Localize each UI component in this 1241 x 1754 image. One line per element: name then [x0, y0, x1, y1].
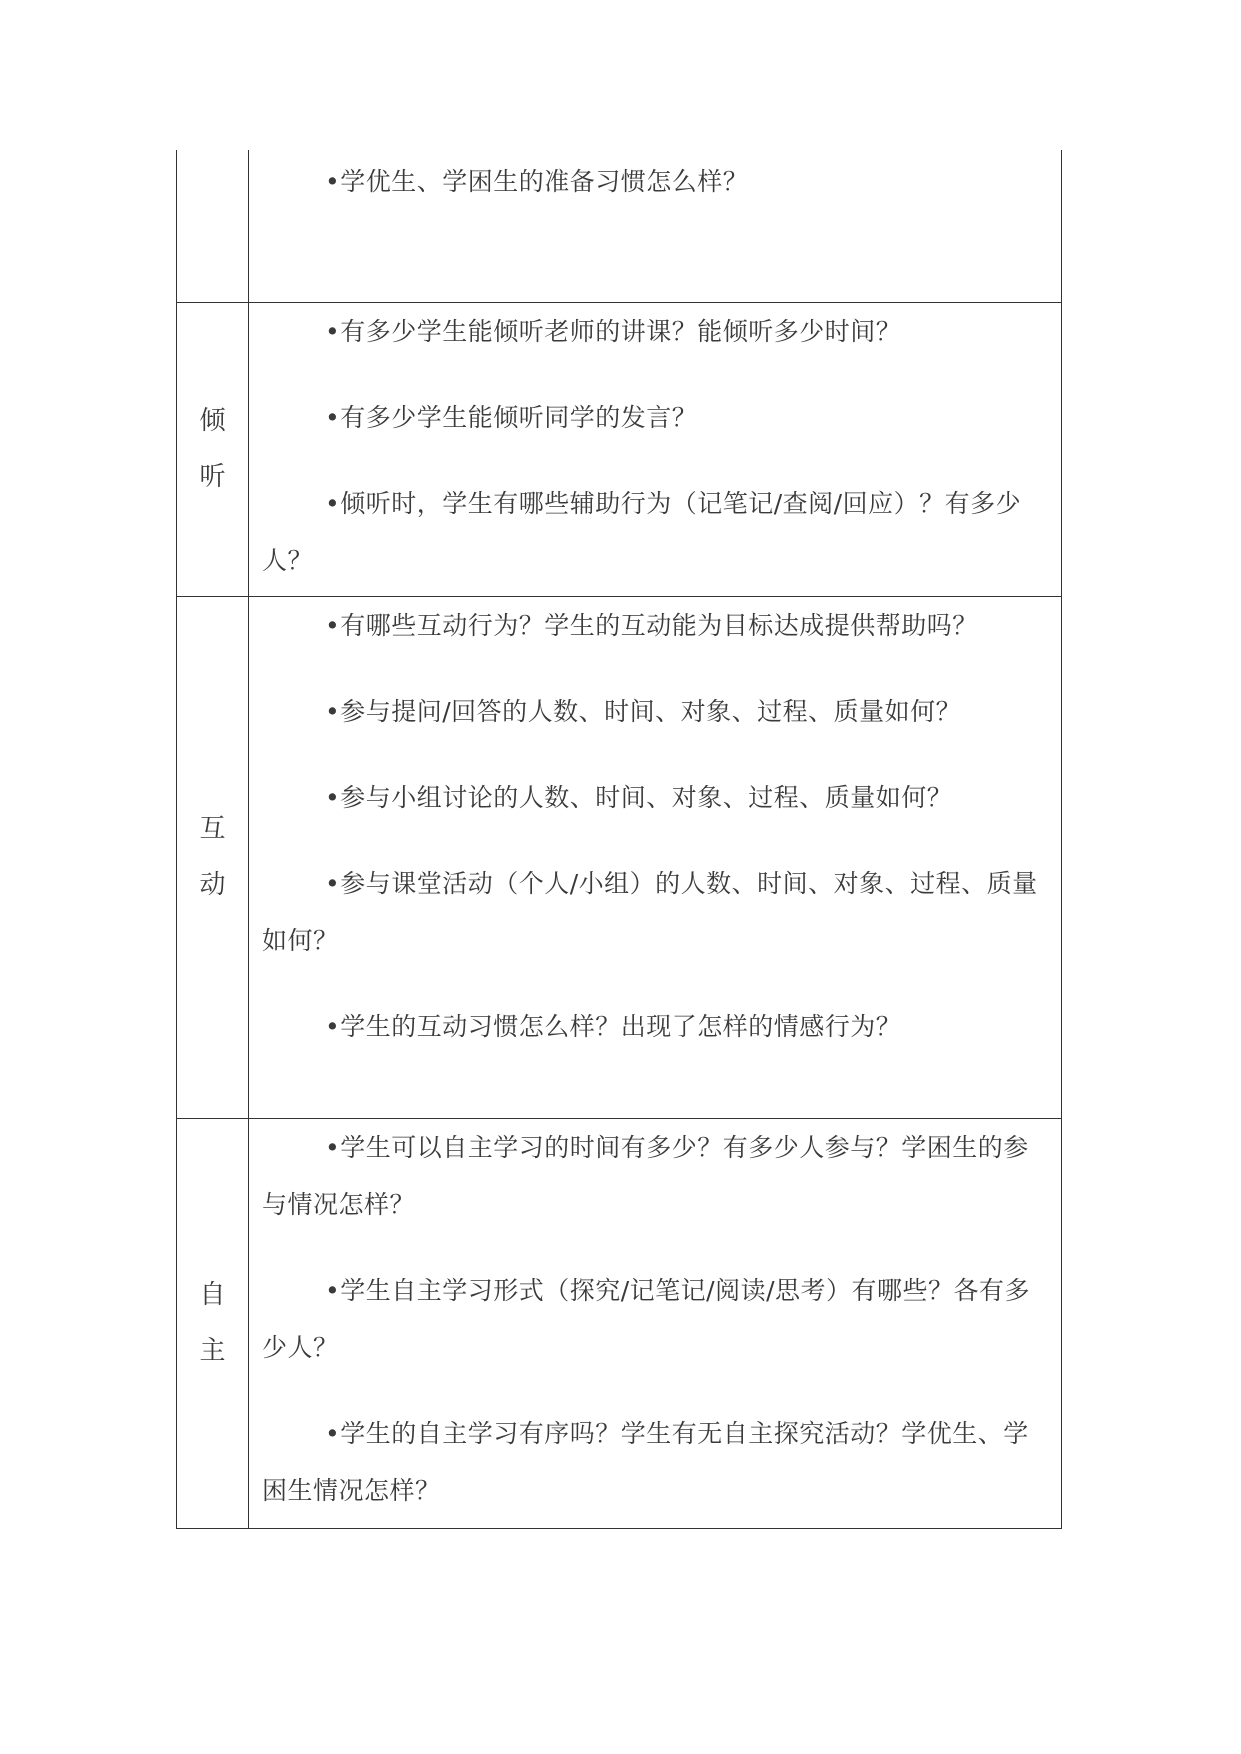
question-item: •有多少学生能倾听同学的发言？	[325, 402, 698, 432]
row-label-char: 主	[199, 1336, 226, 1366]
table-row-autonomy	[177, 1118, 1062, 1528]
question-item: •学生可以自主学习的时间有多少？有多少人参与？学困生的参与情况怎样？	[262, 1132, 1029, 1219]
row-content-cell	[249, 150, 1062, 302]
question-item: •学生的自主学习有序吗？学生有无自主探究活动？学优生、学困生情况怎样？	[262, 1418, 1029, 1505]
observation-table	[176, 150, 1062, 1529]
row-content-cell	[249, 596, 1062, 1118]
question-item: •参与提问/回答的人数、时间、对象、过程、质量如何？	[325, 696, 962, 726]
row-label-char: 自	[199, 1280, 226, 1310]
question-item: •倾听时，学生有哪些辅助行为（记笔记/查阅/回应）？有多少人？	[262, 488, 1022, 575]
row-label-cell	[177, 302, 249, 596]
table-row-listening	[177, 302, 1062, 596]
row-label-char: 倾	[199, 406, 226, 436]
row-label-cell	[177, 150, 249, 302]
row-label-cell	[177, 1118, 249, 1528]
question-item: •学生自主学习形式（探究/记笔记/阅读/思考）有哪些？各有多少人？	[262, 1275, 1031, 1362]
question-item: •学优生、学困生的准备习惯怎么样？	[325, 167, 749, 196]
row-content-cell	[249, 1118, 1062, 1528]
row-label-cell	[177, 596, 249, 1118]
question-item: •有多少学生能倾听老师的讲课？能倾听多少时间？	[325, 316, 902, 346]
row-label-char: 互	[199, 814, 226, 844]
row-label-char: 动	[199, 870, 226, 900]
question-item: •参与小组讨论的人数、时间、对象、过程、质量如何？	[325, 782, 953, 812]
question-item: •有哪些互动行为？学生的互动能为目标达成提供帮助吗？	[325, 610, 978, 640]
table-row-interaction	[177, 596, 1062, 1118]
row-content-cell	[249, 302, 1062, 596]
table-row-preparation	[177, 150, 1062, 302]
row-label-char: 听	[199, 462, 226, 492]
question-item: •参与课堂活动（个人/小组）的人数、时间、对象、过程、质量如何？	[262, 868, 1038, 955]
question-item: •学生的互动习惯怎么样？出现了怎样的情感行为？	[325, 1011, 902, 1041]
